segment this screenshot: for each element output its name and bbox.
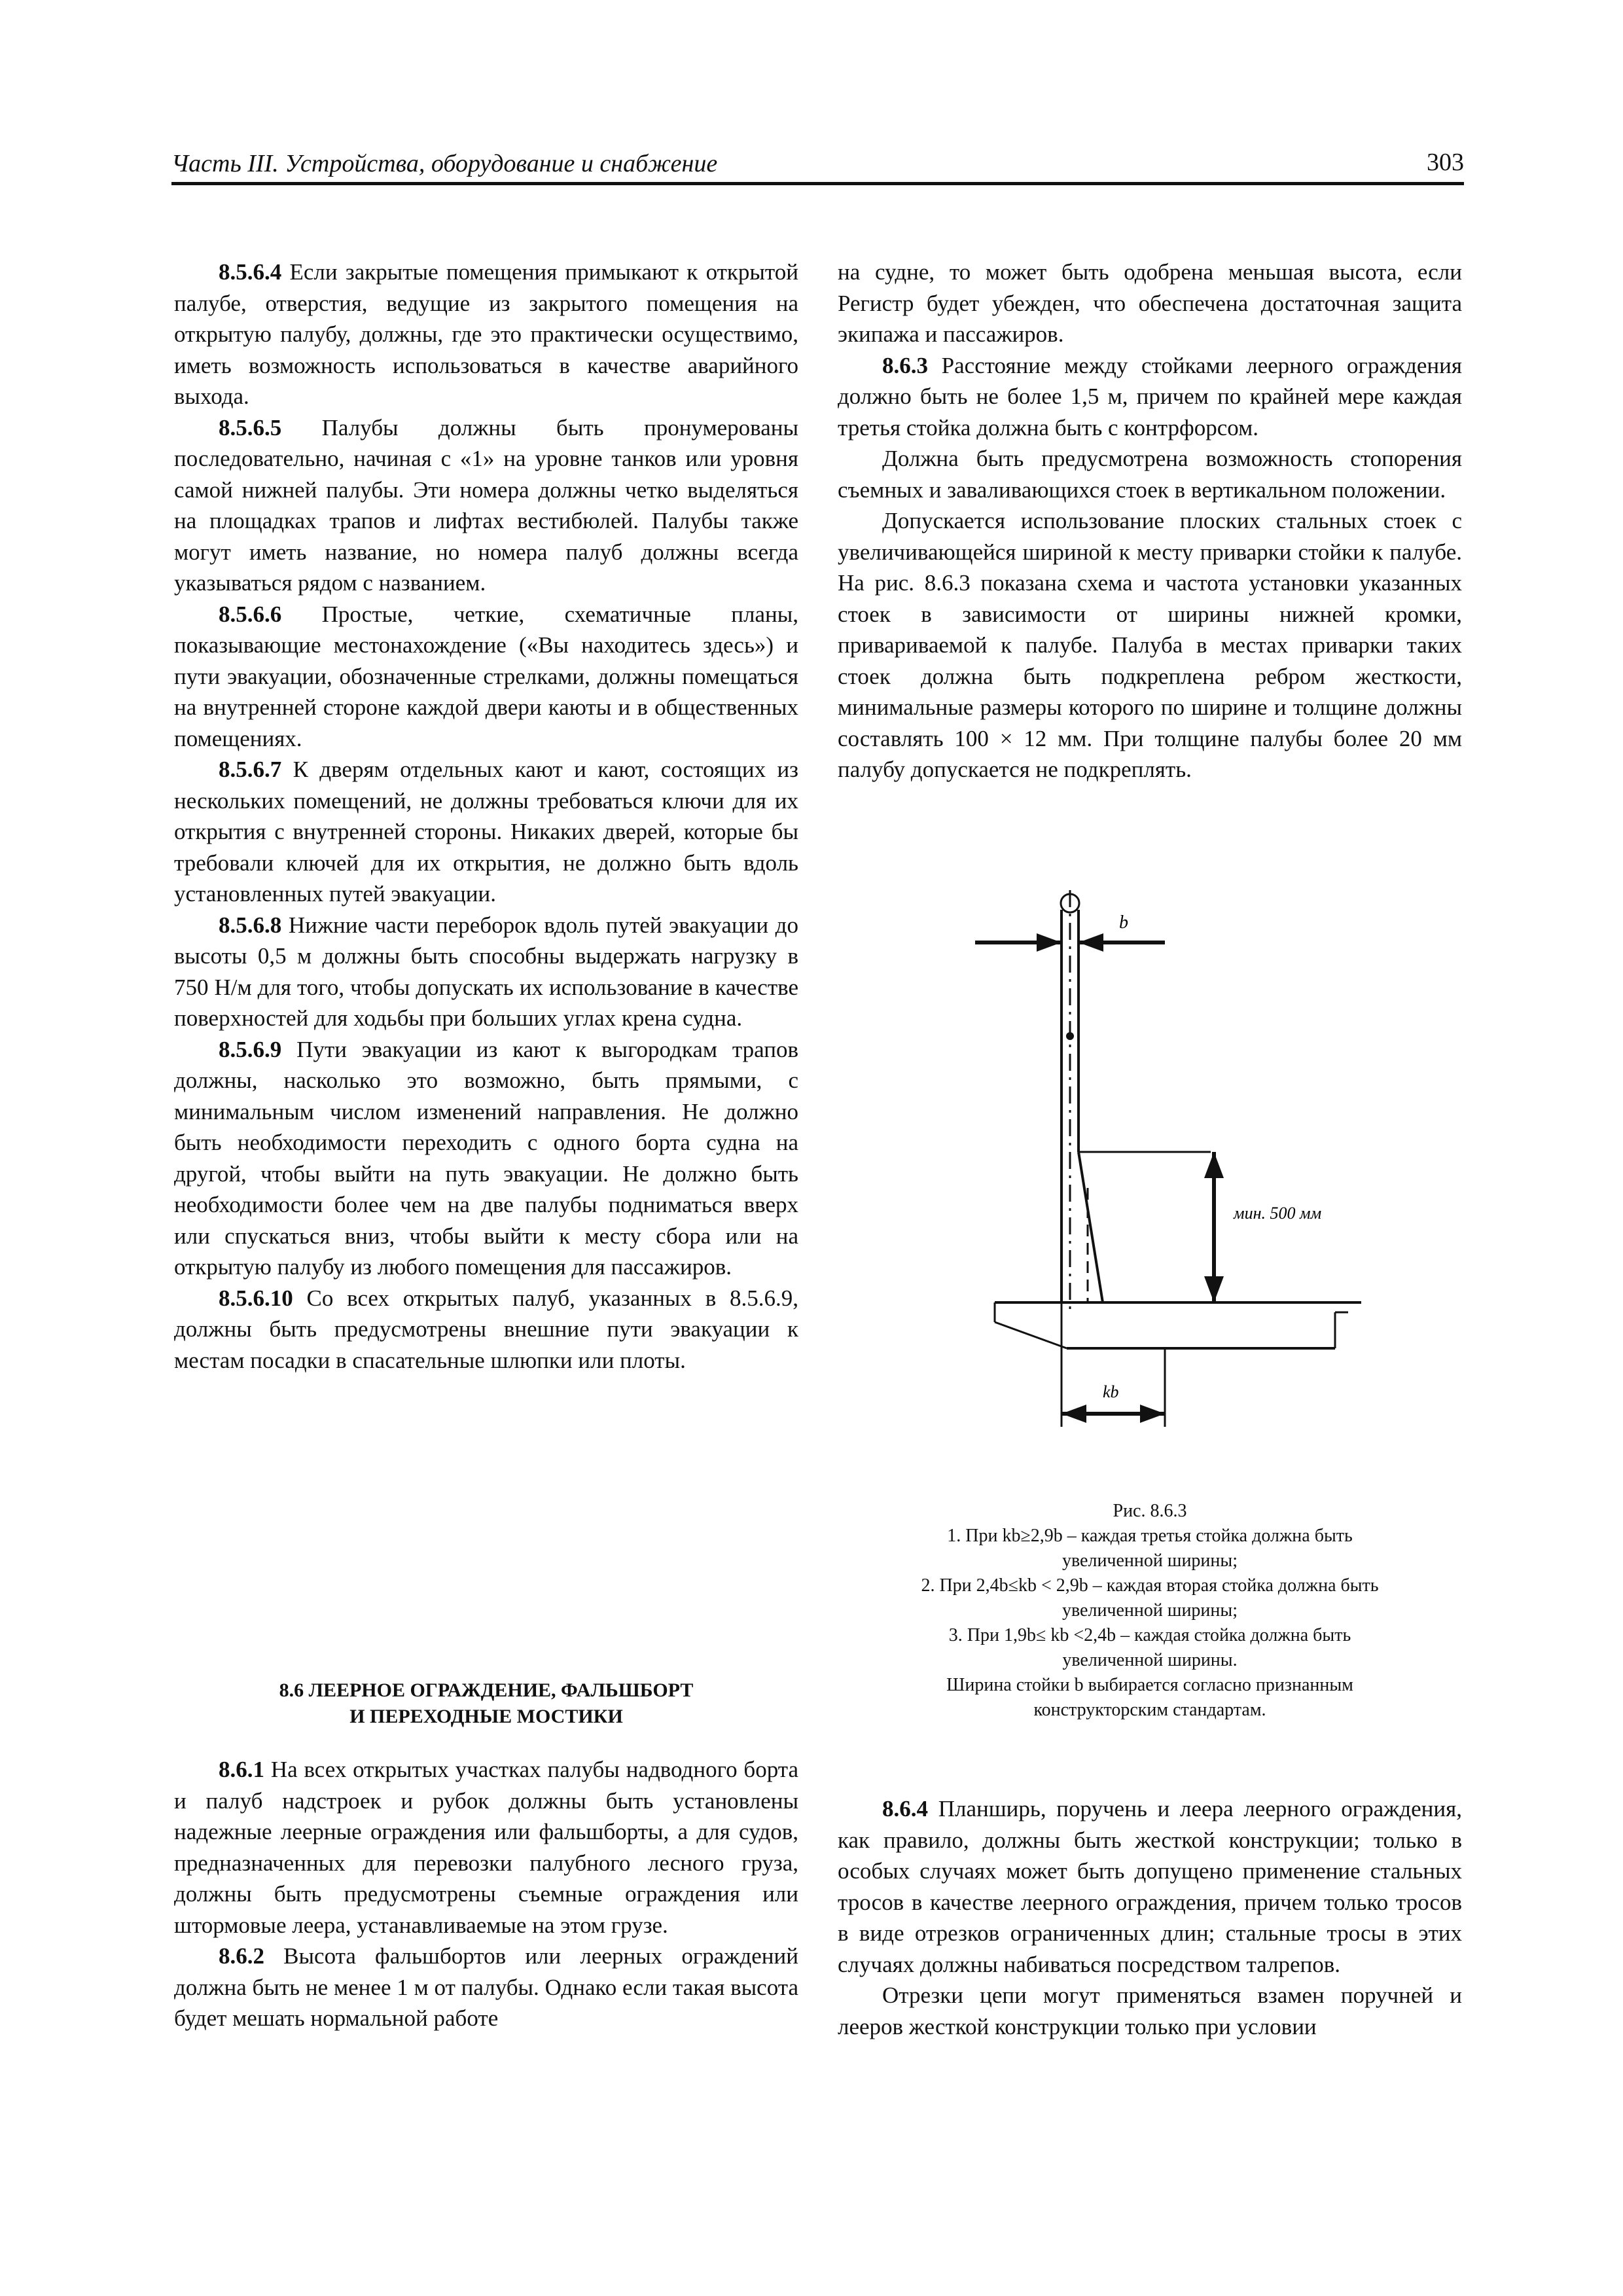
paragraph: Допускается использование плоских стальных стоек с увеличивающейся шириной к месту приварки стойки к палубе. На рис. 8.6.3 показана схема и частота установки указанных стоек в зависимости от ширины нижней кромки, привариваемой к палубе. Палуба в местах приварки таких стоек должна быть подкреплена ребром жесткости, минимальные размеры которого по ширине и толщине должны составлять 100 × 12 мм. При толщине палубы более 20 мм палубу допускается не подкреплять. xyxy=(838,508,1462,782)
paragraph: 8.6.1 На всех открытых участках палубы надводного борта и палуб надстроек и рубок должны быть установлены надежные леерные ограждения или фальшборты, а для судов, предназначенных для перевозки палубного лесного груза, должны быть предусмотрены съемные ограждения или штормовые леера, устанавливаемые на этом грузе. xyxy=(174,1757,798,1938)
section-heading-line: И ПЕРЕХОДНЫЕ МОСТИКИ xyxy=(349,1706,623,1727)
arrow-head xyxy=(1061,1405,1086,1423)
caption-line: Ширина стойки b выбирается согласно признанным xyxy=(946,1675,1353,1695)
right-column xyxy=(838,257,1462,785)
label-b: b xyxy=(1119,912,1128,933)
section-heading xyxy=(174,1677,798,1730)
paragraph: 8.5.6.6 Простые, четкие, схематичные планы, показывающие местонахождение («Вы находитесь здесь») и пути эвакуации, обозначенные стрелками, должны помещаться на внутренней стороне каждой двери каюты и в общественных помещениях. xyxy=(174,601,798,751)
paragraph: 8.6.3 Расстояние между стойками леерного ограждения должно быть не более 1,5 м, причем по крайней мере каждая третья стойка должна быть с контрфорсом. xyxy=(838,352,1462,440)
label-min-500: мин. 500 мм xyxy=(1234,1204,1322,1223)
caption-line: увеличенной ширины. xyxy=(1062,1650,1238,1670)
caption-line: увеличенной ширины; xyxy=(1061,1551,1238,1571)
stanchion-figure xyxy=(969,890,1427,1479)
arrow-head xyxy=(1079,933,1103,952)
paragraph: на судне, то может быть одобрена меньшая высота, если Регистр будет убежден, что обеспечена достаточная защита экипажа и пассажиров. xyxy=(838,259,1462,347)
caption-line: 1. При kb≥2,9b – каждая третья стойка должна быть xyxy=(947,1526,1353,1546)
right-column-lower xyxy=(838,1793,1462,2042)
page-number: 303 xyxy=(1427,149,1464,176)
paragraph: 8.5.6.10 Со всех открытых палуб, указанных в 8.5.6.9, должны быть предусмотрены внешние пути эвакуации к местам посадки в спасательные шлюпки или плоты. xyxy=(174,1285,798,1373)
caption-line: увеличенной ширины; xyxy=(1061,1600,1238,1621)
arrow-head xyxy=(1037,933,1061,952)
arrow-head xyxy=(1204,1152,1224,1178)
arrow-head xyxy=(1204,1276,1224,1302)
left-column xyxy=(174,257,798,1376)
figure-caption xyxy=(838,1499,1462,1723)
deck-slope xyxy=(995,1322,1067,1348)
section-heading-line: 8.6 ЛЕЕРНОЕ ОГРАЖДЕНИЕ, ФАЛЬШБОРТ xyxy=(279,1679,694,1701)
paragraph: 8.5.6.7 К дверям отдельных кают и кают, состоящих из нескольких помещений, не должны требоваться ключи для их открытия с внутренней стороны. Никаких дверей, которые бы требовали ключей для их открытия, не должно быть вдоль установленных путей эвакуации. xyxy=(174,757,798,906)
arrow-head xyxy=(1140,1405,1165,1423)
caption-line: конструкторским стандартам. xyxy=(1033,1700,1266,1720)
stanchion-taper-edge xyxy=(1079,1152,1103,1302)
paragraph: Отрезки цепи могут применяться взамен поручней и лееров жесткой конструкции только при условии xyxy=(838,1982,1462,2039)
caption-title: Рис. 8.6.3 xyxy=(1113,1501,1187,1521)
paragraph: 8.6.4 Планширь, поручень и леера леерного ограждения, как правило, должны быть жесткой конструкции; только в особых случаях может быть допущено применение стальных тросов в качестве леерного ограждения, причем только тросов в виде отрезков ограниченных длин; стальные тросы в этих случаях должны набиваться посредством талрепов. xyxy=(838,1796,1462,1977)
caption-line: 3. При 1,9b≤ kb <2,4b – каждая стойка должна быть xyxy=(948,1625,1351,1645)
paragraph: 8.5.6.5 Палубы должны быть пронумерованы последовательно, начиная с «1» на уровне танков или уровня самой нижней палубы. Эти номера должны четко выделяться на площадках трапов и лифтах вестибюлей. Палубы также могут иметь название, но номера палуб должны всегда указываться рядом с названием. xyxy=(174,414,798,596)
paragraph: 8.6.2 Высота фальшбортов или леерных ограждений должна быть не менее 1 м от палубы. Однако если такая высота будет мешать нормальной работе xyxy=(174,1943,798,2031)
rail-dot xyxy=(1066,1032,1074,1040)
paragraph: Должна быть предусмотрена возможность стопорения съемных и заваливающихся стоек в вертикальном положении. xyxy=(838,446,1462,503)
running-header xyxy=(171,143,1464,185)
paragraph: 8.5.6.9 Пути эвакуации из кают к выгородкам трапов должны, насколько это возможно, быть прямыми, с минимальным числом изменений направления. Не должно быть необходимости переходить с одного борта судна на другой, чтобы выйти на путь эвакуации. Не должно быть необходимости более чем на две палубы подниматься вверх или спускаться вниз, чтобы выйти к месту сбора или на открытую палубу из любого помещения для пассажиров. xyxy=(174,1036,798,1280)
label-kb: kb xyxy=(1103,1382,1119,1401)
paragraph: 8.5.6.8 Нижние части переборок вдоль путей эвакуации до высоты 0,5 м должны быть способны выдержать нагрузку в 750 Н/м для того, чтобы допускать их использование в качестве поверхностей для ходьбы при больших углах крена судна. xyxy=(174,912,798,1031)
left-column-lower xyxy=(174,1754,798,2034)
caption-line: 2. При 2,4b≤kb < 2,9b – каждая вторая стойка должна быть xyxy=(921,1575,1379,1596)
header-title: Часть III. Устройства, оборудование и снабжение xyxy=(171,150,718,177)
paragraph: 8.5.6.4 Если закрытые помещения примыкают к открытой палубе, отверстия, ведущие из закрытого помещения на открытую палубу, должны, где это практически осуществимо, иметь возможность использоваться в качестве аварийного выхода. xyxy=(174,259,798,409)
